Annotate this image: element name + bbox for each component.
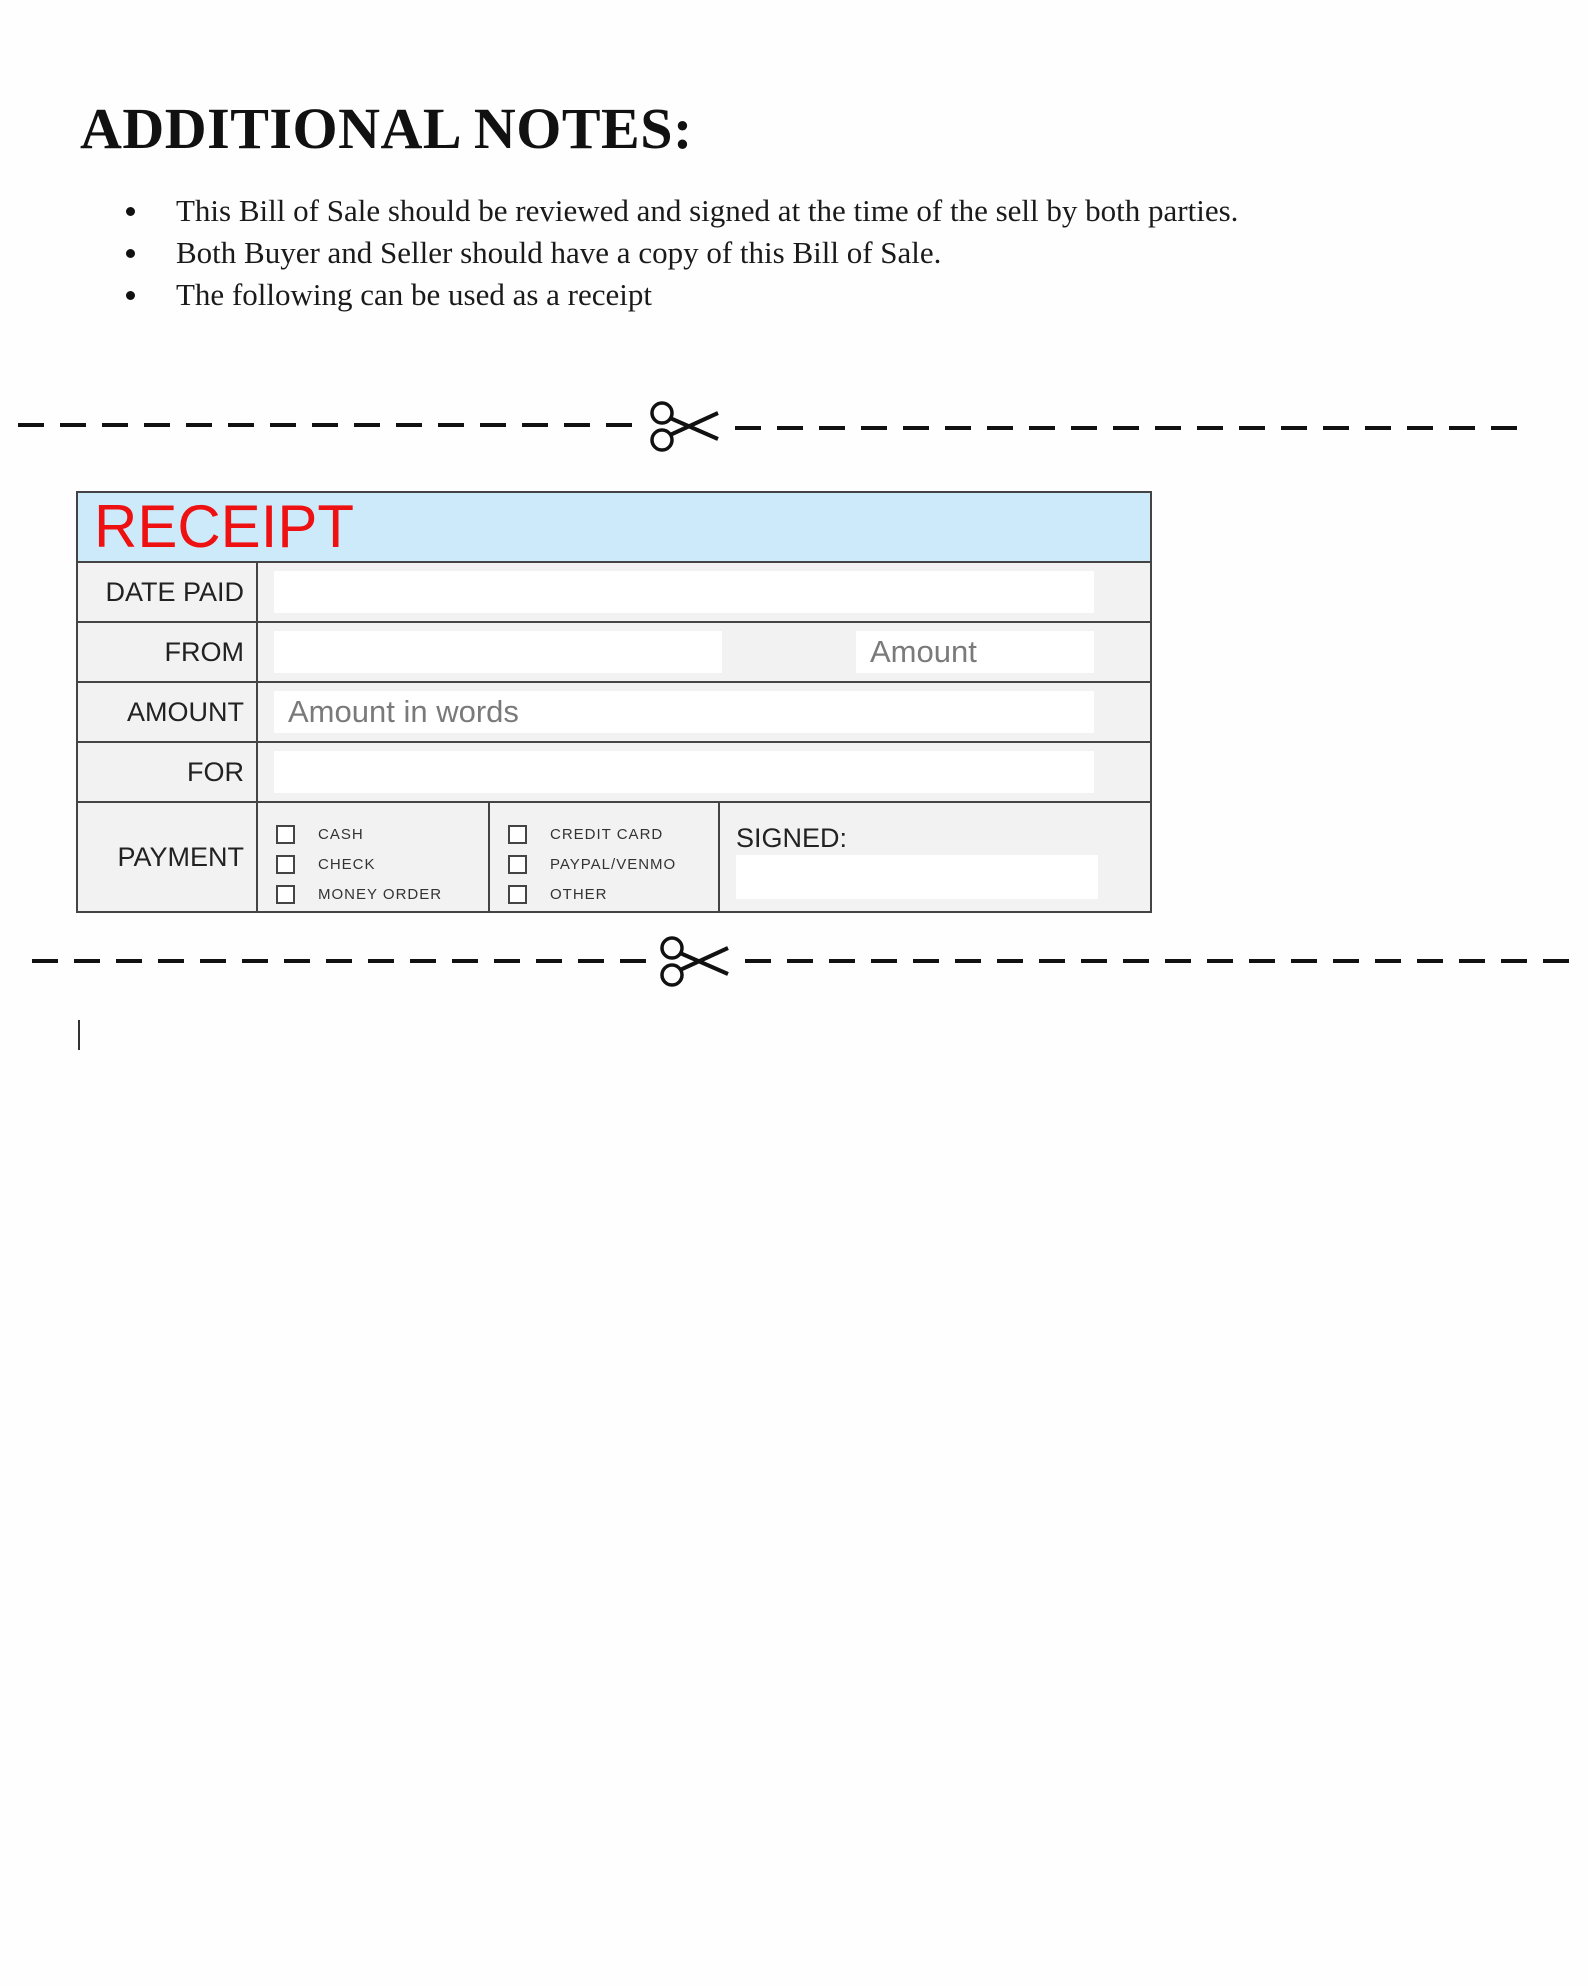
payment-row: [78, 803, 1150, 911]
note-item: [80, 190, 1238, 232]
date-paid-input[interactable]: [274, 571, 1094, 613]
amount-words-input[interactable]: [274, 691, 1094, 733]
bullet-icon: [126, 249, 135, 258]
for-row: [78, 743, 1150, 803]
option-label: CREDIT CARD: [550, 825, 664, 843]
signature-input[interactable]: [736, 855, 1098, 899]
option-label: CHECK: [318, 855, 376, 873]
date-paid-label: DATE PAID: [78, 563, 258, 621]
checkbox-icon[interactable]: [276, 825, 295, 844]
note-text: The following can be used as a receipt: [176, 277, 653, 312]
payment-option-other[interactable]: [508, 881, 608, 907]
bottom-cut-line: [0, 930, 1588, 990]
receipt-header: [78, 493, 1150, 563]
note-item: [80, 274, 1238, 316]
checkbox-icon[interactable]: [276, 885, 295, 904]
from-row: [78, 623, 1150, 683]
amount-input[interactable]: [856, 631, 1094, 673]
payment-options-right: [490, 803, 720, 911]
note-item: [80, 232, 1238, 274]
amount-label: AMOUNT: [78, 683, 258, 741]
signature-area: [720, 803, 1150, 911]
payment-option-credit-card[interactable]: [508, 821, 663, 847]
option-label: PAYPAL/VENMO: [550, 855, 677, 873]
page-heading: ADDITIONAL NOTES:: [80, 96, 693, 161]
text-cursor: [78, 1020, 80, 1050]
bullet-icon: [126, 291, 135, 300]
payment-label: PAYMENT: [78, 803, 258, 911]
for-label: FOR: [78, 743, 258, 801]
option-label: OTHER: [550, 885, 608, 903]
option-label: CASH: [318, 825, 364, 843]
scissors-icon: [662, 938, 728, 985]
bullet-icon: [126, 207, 135, 216]
amount-row: [78, 683, 1150, 743]
payment-option-paypal-venmo[interactable]: [508, 851, 676, 877]
checkbox-icon[interactable]: [508, 855, 527, 874]
payment-options-left: [258, 803, 490, 911]
receipt-title: RECEIPT: [94, 493, 355, 560]
payment-option-check[interactable]: [276, 851, 376, 877]
for-input[interactable]: [274, 751, 1094, 793]
notes-list: [80, 190, 1238, 316]
from-input[interactable]: [274, 631, 722, 673]
checkbox-icon[interactable]: [276, 855, 295, 874]
payment-option-cash[interactable]: [276, 821, 364, 847]
date-paid-row: [78, 563, 1150, 623]
checkbox-icon[interactable]: [508, 885, 527, 904]
payment-option-money-order[interactable]: [276, 881, 442, 907]
option-label: MONEY ORDER: [318, 885, 443, 903]
top-cut-line: [0, 395, 1588, 455]
receipt-form: [76, 491, 1152, 913]
signed-label: SIGNED:: [736, 823, 848, 853]
note-text: This Bill of Sale should be reviewed and signed at the time of the sell by both parties.: [176, 193, 1239, 228]
checkbox-icon[interactable]: [508, 825, 527, 844]
from-label: FROM: [78, 623, 258, 681]
note-text: Both Buyer and Seller should have a copy of this Bill of Sale.: [176, 235, 942, 270]
scissors-icon: [652, 403, 718, 450]
